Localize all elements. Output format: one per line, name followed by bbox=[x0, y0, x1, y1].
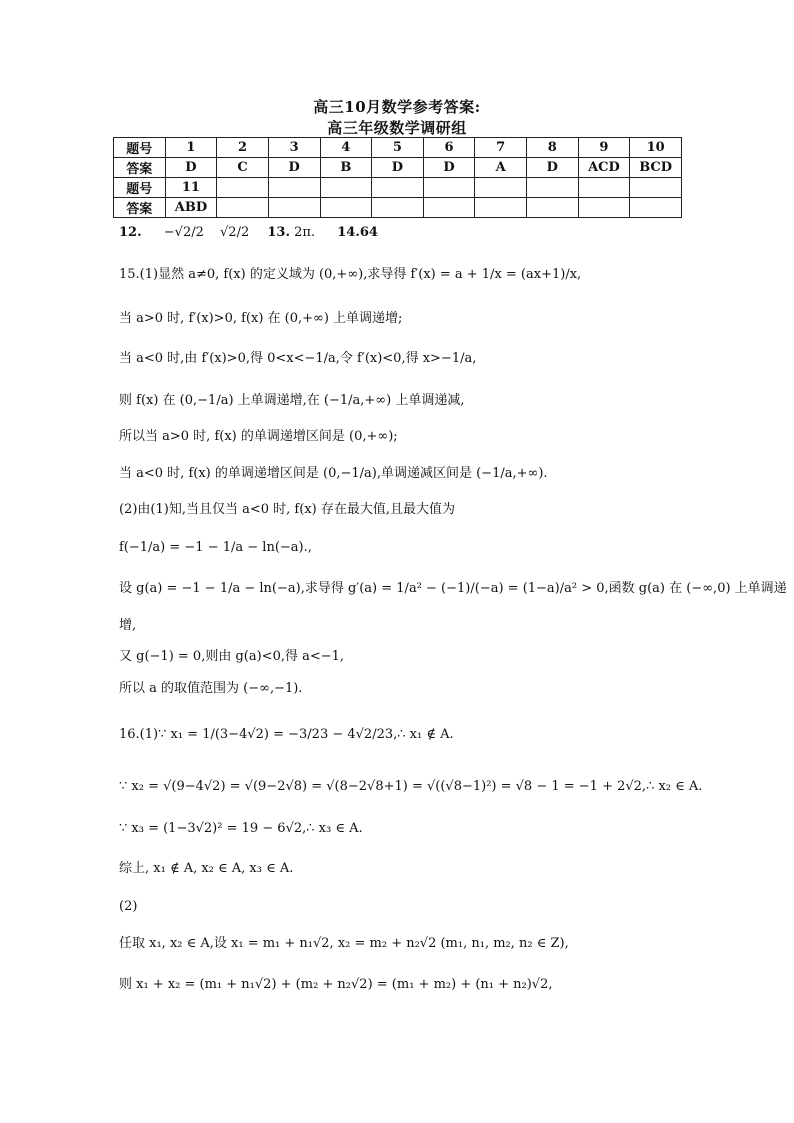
answer-table-cell: 2 bbox=[217, 138, 269, 158]
answer-table-cell bbox=[527, 178, 579, 198]
answer-12-14 bbox=[119, 224, 378, 242]
answer-table-cell: 11 bbox=[165, 178, 217, 198]
q16-line-6: 任取 x₁, x₂ ∈ A,设 x₁ = m₁ + n₁√2, x₂ = m₂ + n₂√2 (m₁, n₁, m₂, n₂ ∈ Z), bbox=[119, 936, 569, 951]
document-subtitle: 高三年级数学调研组 bbox=[327, 119, 467, 137]
answer-table-cell bbox=[630, 198, 682, 218]
answer-table-row bbox=[114, 178, 682, 198]
q16-line-7: 则 x₁ + x₂ = (m₁ + n₁√2) + (m₂ + n₂√2) = (m₁ + m₂) + (n₁ + n₂)√2, bbox=[119, 977, 553, 992]
q15-line-2: 当 a>0 时, f′(x)>0, f(x) 在 (0,+∞) 上单调递增; bbox=[119, 311, 403, 326]
answer-table-cell bbox=[320, 178, 372, 198]
answer-table-cell: 4 bbox=[320, 138, 372, 158]
answer-table-cell bbox=[527, 198, 579, 218]
answer-table-cell: 3 bbox=[268, 138, 320, 158]
answer-table-cell bbox=[217, 178, 269, 198]
answer-table-row bbox=[114, 138, 682, 158]
q15-line-11: 又 g(−1) = 0,则由 g(a)<0,得 a<−1, bbox=[119, 649, 345, 664]
q12-label: 12. bbox=[119, 225, 142, 240]
answer-table-cell: 1 bbox=[165, 138, 217, 158]
q16-line-3: ∵ x₃ = (1−3√2)² = 19 − 6√2,∴ x₃ ∈ A. bbox=[119, 821, 363, 836]
q15-line-1: 15.(1)显然 a≠0, f(x) 的定义域为 (0,+∞),求导得 f′(x) = a + 1/x = (ax+1)/x, bbox=[119, 267, 582, 282]
answer-table-cell: C bbox=[217, 158, 269, 178]
q12-value-a: −√2/2 bbox=[163, 225, 204, 240]
q15-line-3: 当 a<0 时,由 f′(x)>0,得 0<x<−1/a,令 f′(x)<0,得 x>−1/a, bbox=[119, 351, 477, 366]
answer-table-cell: 10 bbox=[630, 138, 682, 158]
q13-value: 2π. bbox=[294, 225, 316, 240]
answer-table-cell bbox=[475, 198, 527, 218]
answer-table-cell bbox=[423, 198, 475, 218]
q16-line-2: ∵ x₂ = √(9−4√2) = √(9−2√8) = √(8−2√8+1) = √((√8−1)²) = √8 − 1 = −1 + 2√2,∴ x₂ ∈ A. bbox=[119, 779, 703, 794]
answer-table-cell: ABD bbox=[165, 198, 217, 218]
answer-table-cell: A bbox=[475, 158, 527, 178]
q15-line-12: 所以 a 的取值范围为 (−∞,−1). bbox=[119, 681, 303, 696]
answer-table-cell: 7 bbox=[475, 138, 527, 158]
answer-table-cell: 6 bbox=[423, 138, 475, 158]
answer-table-header-cell: 题号 bbox=[114, 178, 166, 198]
answer-table-cell bbox=[268, 178, 320, 198]
answer-table-cell bbox=[268, 198, 320, 218]
answer-table-cell: D bbox=[165, 158, 217, 178]
answer-table-cell: B bbox=[320, 158, 372, 178]
answer-table-cell bbox=[578, 178, 630, 198]
answer-table-header-cell: 答案 bbox=[114, 198, 166, 218]
answer-table-cell: ACD bbox=[578, 158, 630, 178]
answer-table-cell: D bbox=[372, 158, 424, 178]
answer-table-cell bbox=[372, 198, 424, 218]
q14-answer: 14.64 bbox=[337, 225, 378, 240]
answer-table-cell: BCD bbox=[630, 158, 682, 178]
answer-table-cell: D bbox=[423, 158, 475, 178]
q15-line-5: 所以当 a>0 时, f(x) 的单调递增区间是 (0,+∞); bbox=[119, 429, 398, 444]
q15-line-8: f(−1/a) = −1 − 1/a − ln(−a)., bbox=[119, 540, 312, 555]
q12-value-b: √2/2 bbox=[220, 225, 250, 240]
q15-line-7: (2)由(1)知,当且仅当 a<0 时, f(x) 存在最大值,且最大值为 bbox=[119, 502, 455, 517]
answer-table-cell bbox=[630, 178, 682, 198]
q13-label: 13. bbox=[267, 225, 290, 240]
answer-table-cell bbox=[320, 198, 372, 218]
answer-table-cell bbox=[372, 178, 424, 198]
q15-line-4: 则 f(x) 在 (0,−1/a) 上单调递增,在 (−1/a,+∞) 上单调递减, bbox=[119, 393, 465, 408]
q15-line-10: 增, bbox=[119, 618, 137, 633]
answer-table-row bbox=[114, 158, 682, 178]
answer-table-cell: 5 bbox=[372, 138, 424, 158]
answer-table-cell: 9 bbox=[578, 138, 630, 158]
answer-table-cell bbox=[217, 198, 269, 218]
document-title: 高三10月数学参考答案: bbox=[313, 98, 481, 116]
answer-table-cell: 8 bbox=[527, 138, 579, 158]
answer-table-cell bbox=[578, 198, 630, 218]
q16-line-5: (2) bbox=[119, 899, 138, 914]
answer-table-cell bbox=[423, 178, 475, 198]
q15-line-9: 设 g(a) = −1 − 1/a − ln(−a),求导得 g′(a) = 1/a² − (−1)/(−a) = (1−a)/a² > 0,函数 g(a) 在 (−∞,0) 上单调递 bbox=[119, 581, 787, 596]
answer-table-header-cell: 答案 bbox=[114, 158, 166, 178]
answer-table-cell: D bbox=[268, 158, 320, 178]
answer-table-header-cell: 题号 bbox=[114, 138, 166, 158]
answer-table-cell bbox=[475, 178, 527, 198]
answer-table-cell: D bbox=[527, 158, 579, 178]
answer-table-row bbox=[114, 198, 682, 218]
q16-line-1: 16.(1)∵ x₁ = 1/(3−4√2) = −3/23 − 4√2/23,∴ x₁ ∉ A. bbox=[119, 727, 454, 742]
answer-table bbox=[113, 137, 682, 218]
q16-line-4: 综上, x₁ ∉ A, x₂ ∈ A, x₃ ∈ A. bbox=[119, 861, 294, 876]
q15-line-6: 当 a<0 时, f(x) 的单调递增区间是 (0,−1/a),单调递减区间是 (−1/a,+∞). bbox=[119, 466, 548, 481]
